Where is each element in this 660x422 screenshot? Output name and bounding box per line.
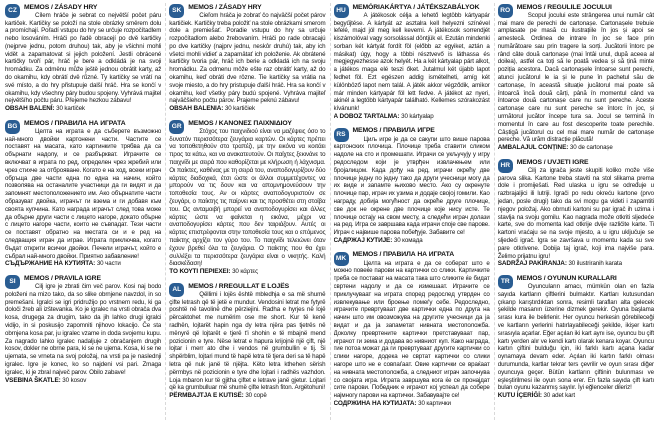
contents-value: 30 kártyalap [401,113,434,121]
contents-value: 30 части [96,260,121,268]
rules-text: Qëllimi i lojës është mbledhja e sa më shumë çifte letrash që të jetë e mundur. Vendosini letrat me fytyrë poshtë në tavolinë dhe përziejini. Radha e hyrjes në lojë përcaktohet me numërim ose me short. Kur të kenë radhën, lojtarët hapin nga dy letra njëra pas tjetrës në mënyrë që lojtarët e tjerë t'i shohin e të mbajnë mend pozicionin e tyre. Nëse letrat e hapura krijojnë një çift, një lojtar i merr ato dhe i vendos në grumbullin e tij. Si shpërblim, lojtari mund të hapë letra të tjera deri sa të hapë letra që nuk janë të njëjta. Këto letra kthehen sërish përmbys në pozicionin e tyre dhe lojtari i radhës vazhdon. Loja mbaron kur të gjitha çiftet e letrave janë gjetur. Lojtari që ka grumbulluar më shumë çifte letrash fiton. Argëtohuni! [169,290,326,392]
contents-label: A DOBOZ TARTALMA: [333,113,400,121]
contents-value: 30 картички [418,399,451,407]
contents-label: OBSAH BALENIA: [169,105,224,113]
contents-label: САДРЖАЈ КУТИЈЕ: [333,237,393,245]
language-section [169,119,325,276]
language-section [5,119,161,268]
language-code-badge: HR [498,159,513,173]
language-code-badge: CZ [5,4,20,18]
section-title: MEMOS / ПРАВИЛА НА ИГРАТА [24,119,126,127]
box-contents-line [5,105,161,113]
contents-value: 30 de cartonașe [569,144,613,152]
rules-text: Oyuncuların amacı, mümkün olan en fazla sayıda kartların çiftlerini bulmaktır. Kartları kutusundan çıkarıp karıştırdıktan sonra, resimli tarafları alta gelecek şekilde masanın üzerine dizmek gerekir. Oyuna başlama sırası kura ile belirlenir. Her oyuncu herkesin görebileceği ve kartların yerlerini hatırlayabileceği şekilde, ikişer kartı sırasıyla açarlar. Eğer açılan iki kart aynı ise, oyuncu bu çift kartı yerden alır ve kendi kartı olarak kenara koyar. Oyuncu kartın çiftini bulduğu için, iki farklı kartı açana kadar oynamaya devam eder. Açılan iki kartın farklı olması durumunda, kartlar tekrar ters çevrilir ve oyun sırası diğer oyuncuya geçer. Bütün kartların çiftinin bulunması ve eşleştirilmesi ile oyun sona erer. En fazla sayıda çift kartı bulan oyunu kazanmış sayılır. İyi eğlenceler dileriz! [497,283,654,392]
section-title: MEMOS / ZÁSADY HRY [24,3,98,11]
language-section [169,3,325,113]
box-contents-line [498,260,654,268]
contents-label: СОДРЖИНА НА КУТИЈАТА: [333,399,417,407]
contents-value: 30 kartičiek [224,105,255,113]
contents-label: VSEBINA ŠKATLE: [5,376,61,384]
rules-text: Cilj za igrača jeste skupiti koliko može više parova slika. Kartone treba staviti na stol slikama prema dole i promiješati. Red ulaska u igru se određuje u razbrajaljici ili lutriji. Igrači po redu okreću kartone (prvo jedan, posle drugi) tako da svi mogu ga videti i zapamtiti njegov položaj. Ako obrnuti kartoni su par igrač ih uzima i stavlja na svoju gomilu. Kao nagrada može otkriti sljedeće karte, sve do momenta kad otkrije dvije različite karte. Ti kartoni vraćaju se na svoje mjesto, a u igru uključuje se sljedeći igrač. Igra se završava u momentu kada su sve pare otkrivene. Dobija taj igrač, koji ima najviše para. Želimo prijatnu igru! [497,166,654,260]
contents-value: 30 adet kart [543,392,576,400]
language-code-badge: AL [169,283,184,297]
language-code-badge: GR [169,120,184,134]
box-contents-line [169,105,325,113]
language-code-badge: TR [498,275,513,289]
column-3 [331,3,495,420]
language-code-badge: SI [5,275,20,289]
section-title: MEMOS / REGULILE JOCULUI [516,3,612,11]
section-title: MEMOS / UVJETI IGRE [516,158,589,166]
language-code-badge: RS [334,128,349,142]
rules-text: Целта на играта е да се соберат што е можно повеќе парови на картички со слики. Картичките треба се постават на масата така што сликите ќе бидат свртени надолу и да се измешаат. Играчите се приклучуваат на играта според редослед утврден со извлекување или броење помеѓу себе. Редоследно, играчите превртуваат две картички една по друга на начин што им овозможува на другите учесници да ја видат и да ја запаметат нивната местоположба. Доколку превртените картички претставуваат пар, играчот ги зема и додава во нивниот куп. Како награда, тие потоа можат да ги превртуваат другите картички со слики нагоре, додека не свртат картички со слики нагоре што не е совпаѓаат. Овие картички се враќаат на нивната местоположба, а следниот играч започнува со својата игра. Играта завршува кога ќе се пронајдат сите парови. Победник е играчот кој успеал да собере најмногу парови на картички. Забавувајте се! [333,259,490,400]
language-code-badge: HU [334,4,349,18]
language-section [334,3,490,121]
language-code-badge: BG [5,120,20,134]
contents-label: SADRŽAJ PAKIRANJA: [497,260,567,268]
language-section [498,274,654,400]
contents-label: OBSAH BALENÍ: [5,105,55,113]
language-code-badge: RO [498,4,513,18]
box-contents-line [334,400,490,408]
box-contents-line [498,392,654,400]
language-section [5,3,161,113]
contents-value: 30 κάρτες [232,268,258,276]
box-contents-line [169,392,325,400]
language-section [5,274,161,384]
rules-text: Στόχος του παιχνιδιού είναι να μαζέψεις όσο το δυνατόν περισσότερα ζευγάρια καρτών. Οι κάρτες πρέπει να τοποθετηθούν στο τραπέζι, με την εικόνα να κοιτάει προς τα κάτω, και να ανακατευτούν. Οι παίχτες ξεκινάνε το παιχνίδι με σειρά που καθορίζεται με κλήρωση ή λάχνισμα. Οι παίκτες, καθένας με τη σειρά του, αναποδογυρίζουν δύο κάρτες διαδοχικά, έτσι ώστε οι άλλοι συμμετέχοντες να μπορούν να τις δουν και να απομνημονεύσουν την τοποθεσία τους. Αν οι κάρτες αναποδογυριστούν σε ζευγάρι, ο παίκτης τις παίρνει και τις προσθέτει στη στοίβα του. Ως ανταμοιβή μπορεί να αναποδογυρίσει και άλλες κάρτες ώστε να φαίνεται η εικόνα, μέχρι να αναποδογυρίσει κάρτες που δεν ταιριάζουν. Αυτές οι κάρτες επιστρέφονται στην τοποθεσία τους και ο επόμενος παίκτης αρχίζει τον γύρο του. Το παιχνίδι τελειώνει όταν έχουν βρεθεί όλα τα ζευγάρια. Ο παίκτης που θα έχει συλλέξει τα περισσότερα ζευγάρια είναι ο νικητής. Καλή διασκέδαση! [169,127,326,268]
section-title: MEMOS / ΚΑΝΟΝΕΣ ΠΑΙΧΝΙΔΙΟΥ [188,119,292,127]
box-contents-line [498,144,654,152]
rules-text: A játékosok célja a lehető legtöbb kártyapár begyűjtése. A kártyát az asztalra kell helyezni színével lefelé, majd jól meg kell keverni. A játékosok sorrendjét kiszámolóval vagy sorsolással döntjük el. Ezután mindenki sorban két kártyát fordít föl (előbb az egyiket, aztán a másikat) úgy, hogy a többi résztvevő is láthassa és megjegyezhesse azok helyét. Ha a két kártyalap párt alkot, a játékos maga elé teszi őket. Jutalmul két újabb lapot fedhet föl. Ezt egészen addig ismételheti, amíg két különböző lapot nem talál. A játék akkor végződik, amikor már minden kártyapár föl lett fedve. A játékot az nyeri, akinél a legtöbb kártyapár található. Kellemes szórakozást kívánunk! [333,11,490,113]
box-contents-line [5,260,161,268]
box-contents-line [334,237,490,245]
rules-text: Cieľom hráča je zobrať čo najväčší počet párov kartičiek. Kartičky treba položiť na stole obrázkami smerom dole a premiešať. Poradie vstupu do hry sa určuje rozpočítadlom alebo žrebovaním. Hráči po rade obracajú po dve kartičky (najprv jednu, neskôr druhú) tak, aby ich všetci mohli vidieť a zapamätať ich položenie. Ak obrátené kartičky tvoria pár, hráč ich berie a odkladá ich na svoju hromádku. Za odmenu môže ešte raz obrátiť karty, až do okamihu, keď obráti dve rôzne. Tie kartičky sa vrátia na svoje miesto, a do hry pristupuje ďalší hráč. Hra sa končí v okamihu, keď všetky páry budú spojené. Vyhráva majiteľ najväčšieho počtu párov. Prajeme peknú zábavu! [169,11,326,105]
contents-label: KUTU İÇERİĞİ: [497,392,542,400]
column-4 [495,3,658,420]
contents-label: AMBALAJUL CONȚINE: [497,144,569,152]
contents-label: PËRMBAJTJA E KUTISË: [169,392,244,400]
section-title: MEMOS / ПРАВИЛА ИГРЕ [352,127,435,135]
rules-text: Циљ игре је да се сакупи што више парова картонских плочица. Плочице треба ставити сликом надоле на сто и промешати. Играчи се укључују у игру редоследом који је утврђен извлачењем или бројалицом. Када дођу на ред, играчи окрећу две плочице једну по једну тако да други учесници могу да их виде и запамте њихово место. Ако су окренуте плочице пар, играч их узима и додаје својој гомили. Као награду, добија могућност да окреће друге плочице, све док не окрене две плочице које нису исте. Те плочице остају на свом месту, а следећи играч долази на ред. Игра се завршава када играчи споје све парове. Играч с највише парова побеђује. Забавите се! [333,135,490,237]
box-contents-line [5,377,161,385]
language-section [334,251,490,408]
rules-text: Scopul jocului este strângerea unui număr cât mai mare de perechi de cartonașe. Cartonașele trebuie amplasate pe masă cu ilustrațiile în jos și apoi se amestecă. Ordinea de intrare în joc se face prin numărătoare sau prin tragere la sorți. Jucătorii întorc pe rând câte două cartonașe (mai întâi unul, după aceea al doilea), astfel ca toți să le poată vedea și să țină minte poziția acestora. Dacă cartonașele întoarse sunt perechi, atunci jucătorul le ia și le pune în pachetul său de cartonașe, în această situație jucătorul mai poate să întoarcă încă două cărți, până în momentul când va întoarce două cartonașe care nu sunt pereche. Aceste cartonașe care nu sunt pereche se întorc în joc, și următorul jucător începe tura sa. Jocul se termină în momentul în care au fost descoperite toate perechile. Câștigă jucătorul cu cel mai mare număr de cartonașe pereche. Vă urăm distracție plăcută! [497,11,654,144]
section-title: MEMÓRIAKÁRTYA / JÁTÉKSZABÁLYOK [352,3,480,11]
language-section [498,3,654,152]
section-title: MEMOS / ZÁSADY HRY [188,3,262,11]
language-code-badge: MK [334,252,349,266]
language-section [498,158,654,268]
column-1 [2,3,166,420]
rules-text: Cílem hráče je sebrat co největší počet páru kartiček. Kartičky se položí na stole obrázky směrem dolu a promíchají. Pořadí vstupu do hry se určuje rozpočítadlem nebo losováním. Hráči po řadě obracejí po dvě kartičky (nejprve jednu, potom druhou) tak, aby je všichni mohli vidět a zapamatovat si jejich položení. Jestli obrácené kartičky tvoří pár, hráč je bere a odkládá je na svoji hromádku. Za odměnu může ještě jednou obrátit karty, až do okamihu, kdy obrátí dvě různé. Ty kartičky se vrátí na své místo, a do hry přistupuje další hráč. Hra se končí v okamihu, kdy všechny páry budou spojeny. Vyhrává majitel největšího počtu páru. Přejeme hezkou zábavu! [5,11,162,105]
rules-text: Cilj igre je zbrati čim več parov. Kosi naj bodo položeni na mizo tako, da so slike obrnjene navzdol, in so premešani. Igralci se igri pridružijo po vrstnem redu, ki ga določi žreb ali izštevanka. Ko je igralec na vrsti obrača dva kosa, drugega za drugim, tako da jih lahko drugi igralci vidijo, in si poskusijo zapomniti njihovo lokacijo. Če sta obrnjena kosa par, ju igralec vzame in doda svojemu kupu. Za nagrado lahko igralec nadaljuje z obračanjem drugih kosov, dokler ne obrne para, ki se ne ujema. Kosa, ki se ne ujemata, se vrneta na svoj položaj, na vrsti pa je naslednji igralec. Igre je konec, ko so najdeni vsi pari. Zmaga igralec, ki je zbral največ parov. Obilo zabave! [5,283,162,376]
language-code-badge: SK [169,4,184,18]
contents-value: 30 комада [393,237,423,245]
column-2 [166,3,330,420]
contents-label: ΤΟ ΚΟΥΤΙ ΠΕΡΙΕΧΕΙ: [169,268,231,276]
rules-text: Целта на играта е да съберете възможно най-много двойки картонени части. Частите се поставят на масата, като картинките трябва да са обърнати надолу, и се разбъркват. Играчите се включват в играта по ред, определен чрез жребий или чрез стихче за отброяване. Когато е на ход, всеки играч обръща две части една по една на начин, който позволява на останалите участници да ги видят и да запомнят местоположението им. Ако обърнатите части образуват двойка, играчът ги взема и ги добавя към своята купчина. Като награда играчът след това може да обърне други части с лицето нагоре, докато обърне с лицето нагоре части, които не съвпадат. Тези части се поставят обратно на местата си и е ред на следващия играч да играе. Играта приключва, когато бъдат открити всички двойки. Печели играчът, който е събрал най-много двойки. Приятно забавление! [5,127,162,260]
section-title: MEMOS / RREGULLAT E LOJËS [188,282,290,290]
contents-value: 30 ilustriranih karata [568,260,622,268]
section-title: MEMOS / PRAVILA IGRE [24,274,101,282]
contents-value: 30 kosov [62,376,87,384]
section-title: MEMOS / OYUNUN KURALLARI [516,274,617,282]
contents-value: 30 copë [245,392,267,400]
contents-value: 30 kartiček [56,105,85,113]
contents-label: СЪДЪРЖАНИЕ НА КУТИЯТА: [5,260,96,268]
language-section [334,127,490,245]
box-contents-line [334,113,490,121]
box-contents-line [169,268,325,276]
language-section [169,282,325,400]
section-title: MEMOS / ПРАВИЛА НА ИГРАТА [352,251,455,259]
